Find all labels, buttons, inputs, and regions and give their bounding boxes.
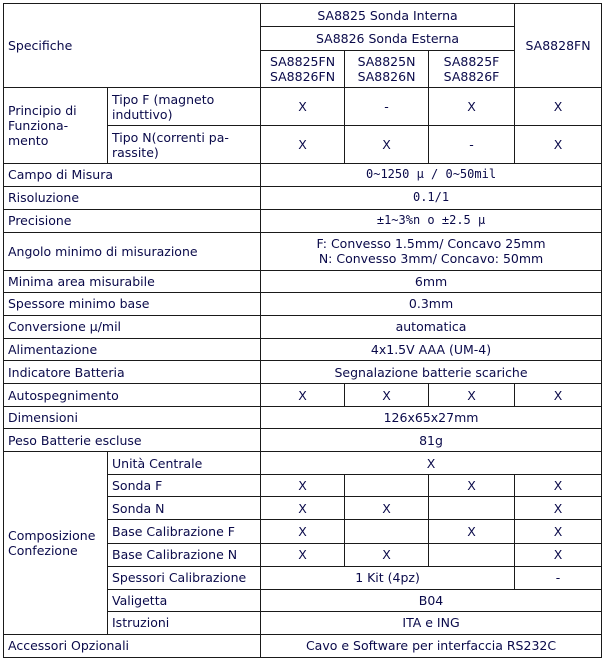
tipo-n-val: - [429,126,515,164]
precisione-value: ±1~3%n o ±2.5 μ [261,209,602,232]
angolo-label: Angolo minimo di misurazione [4,232,261,270]
accessori-value: Cavo e Software per interfaccia RS232C [261,634,602,657]
base-n-val: X [261,543,345,566]
tipo-f-label: Tipo F (magneto induttivo) [108,88,261,126]
accessori-label: Accessori Opzionali [4,634,261,657]
alimentazione-label: Alimentazione [4,338,261,360]
autospegnimento-val: X [515,384,602,407]
istruzioni-value: ITA e ING [261,611,602,634]
peso-label: Peso Batterie escluse [4,429,261,452]
istruzioni-label: Istruzioni [108,611,261,634]
tipo-n-label: Tipo N(correnti pa- rassite) [108,126,261,164]
dimensioni-label: Dimensioni [4,407,261,429]
header-sonda-esterna: SA8826 Sonda Esterna [261,27,515,51]
base-f-label: Base Calibrazione F [108,520,261,543]
unita-value: X [261,452,602,475]
precisione-label: Precisione [4,209,261,232]
composizione-label: Composizione Confezione [4,452,108,635]
base-n-label: Base Calibrazione N [108,543,261,566]
valigetta-value: B04 [261,589,602,611]
risoluzione-label: Risoluzione [4,186,261,209]
sonda-n-val: X [261,497,345,520]
autospegnimento-val: X [345,384,429,407]
autospegnimento-val: X [429,384,515,407]
batteria-label: Indicatore Batteria [4,361,261,384]
sonda-f-val: X [515,475,602,497]
dimensioni-value: 126x65x27mm [261,407,602,429]
sonda-f-val: X [261,475,345,497]
base-f-val: X [429,520,515,543]
spessore-label: Spessore minimo base [4,292,261,315]
tipo-f-val: X [515,88,602,126]
header-specifiche: Specifiche [4,4,261,88]
base-f-val [345,520,429,543]
spec-table [3,3,602,658]
sonda-n-val [429,497,515,520]
tipo-f-val: - [345,88,429,126]
header-col-n: SA8825N SA8826N [345,51,429,88]
batteria-value: Segnalazione batterie scariche [261,361,602,384]
header-sonda-interna: SA8825 Sonda Interna [261,4,515,27]
sonda-n-val: X [515,497,602,520]
valigetta-label: Valigetta [108,589,261,611]
tipo-n-val: X [261,126,345,164]
campo-value: 0~1250 μ / 0~50mil [261,164,602,186]
conversione-value: automatica [261,315,602,338]
sonda-n-val: X [345,497,429,520]
tipo-n-val: X [345,126,429,164]
base-f-val: X [515,520,602,543]
area-value: 6mm [261,270,602,292]
area-label: Minima area misurabile [4,270,261,292]
base-n-val [429,543,515,566]
angolo-value: F: Convesso 1.5mm/ Concavo 25mm N: Convesso 3mm/ Concavo: 50mm [261,232,602,270]
header-sa8828fn: SA8828FN [515,4,602,88]
sonda-f-val [345,475,429,497]
base-n-val: X [345,543,429,566]
base-f-val: X [261,520,345,543]
unita-label: Unità Centrale [108,452,261,475]
tipo-f-val: X [261,88,345,126]
spessore-value: 0.3mm [261,292,602,315]
spessori-value: 1 Kit (4pz) [261,566,515,589]
sonda-n-label: Sonda N [108,497,261,520]
principio-label: Principio di Funziona- mento [4,88,108,164]
campo-label: Campo di Misura [4,164,261,186]
spessori-label: Spessori Calibrazione [108,566,261,589]
spessori-last: - [515,566,602,589]
conversione-label: Conversione μ/mil [4,315,261,338]
autospegnimento-label: Autospegnimento [4,384,261,407]
base-n-val: X [515,543,602,566]
risoluzione-value: 0.1/1 [261,186,602,209]
alimentazione-value: 4x1.5V AAA (UM-4) [261,338,602,360]
header-col-fn: SA8825FN SA8826FN [261,51,345,88]
peso-value: 81g [261,429,602,452]
autospegnimento-val: X [261,384,345,407]
header-col-f: SA8825F SA8826F [429,51,515,88]
sonda-f-label: Sonda F [108,475,261,497]
tipo-n-val: X [515,126,602,164]
tipo-f-val: X [429,88,515,126]
sonda-f-val: X [429,475,515,497]
